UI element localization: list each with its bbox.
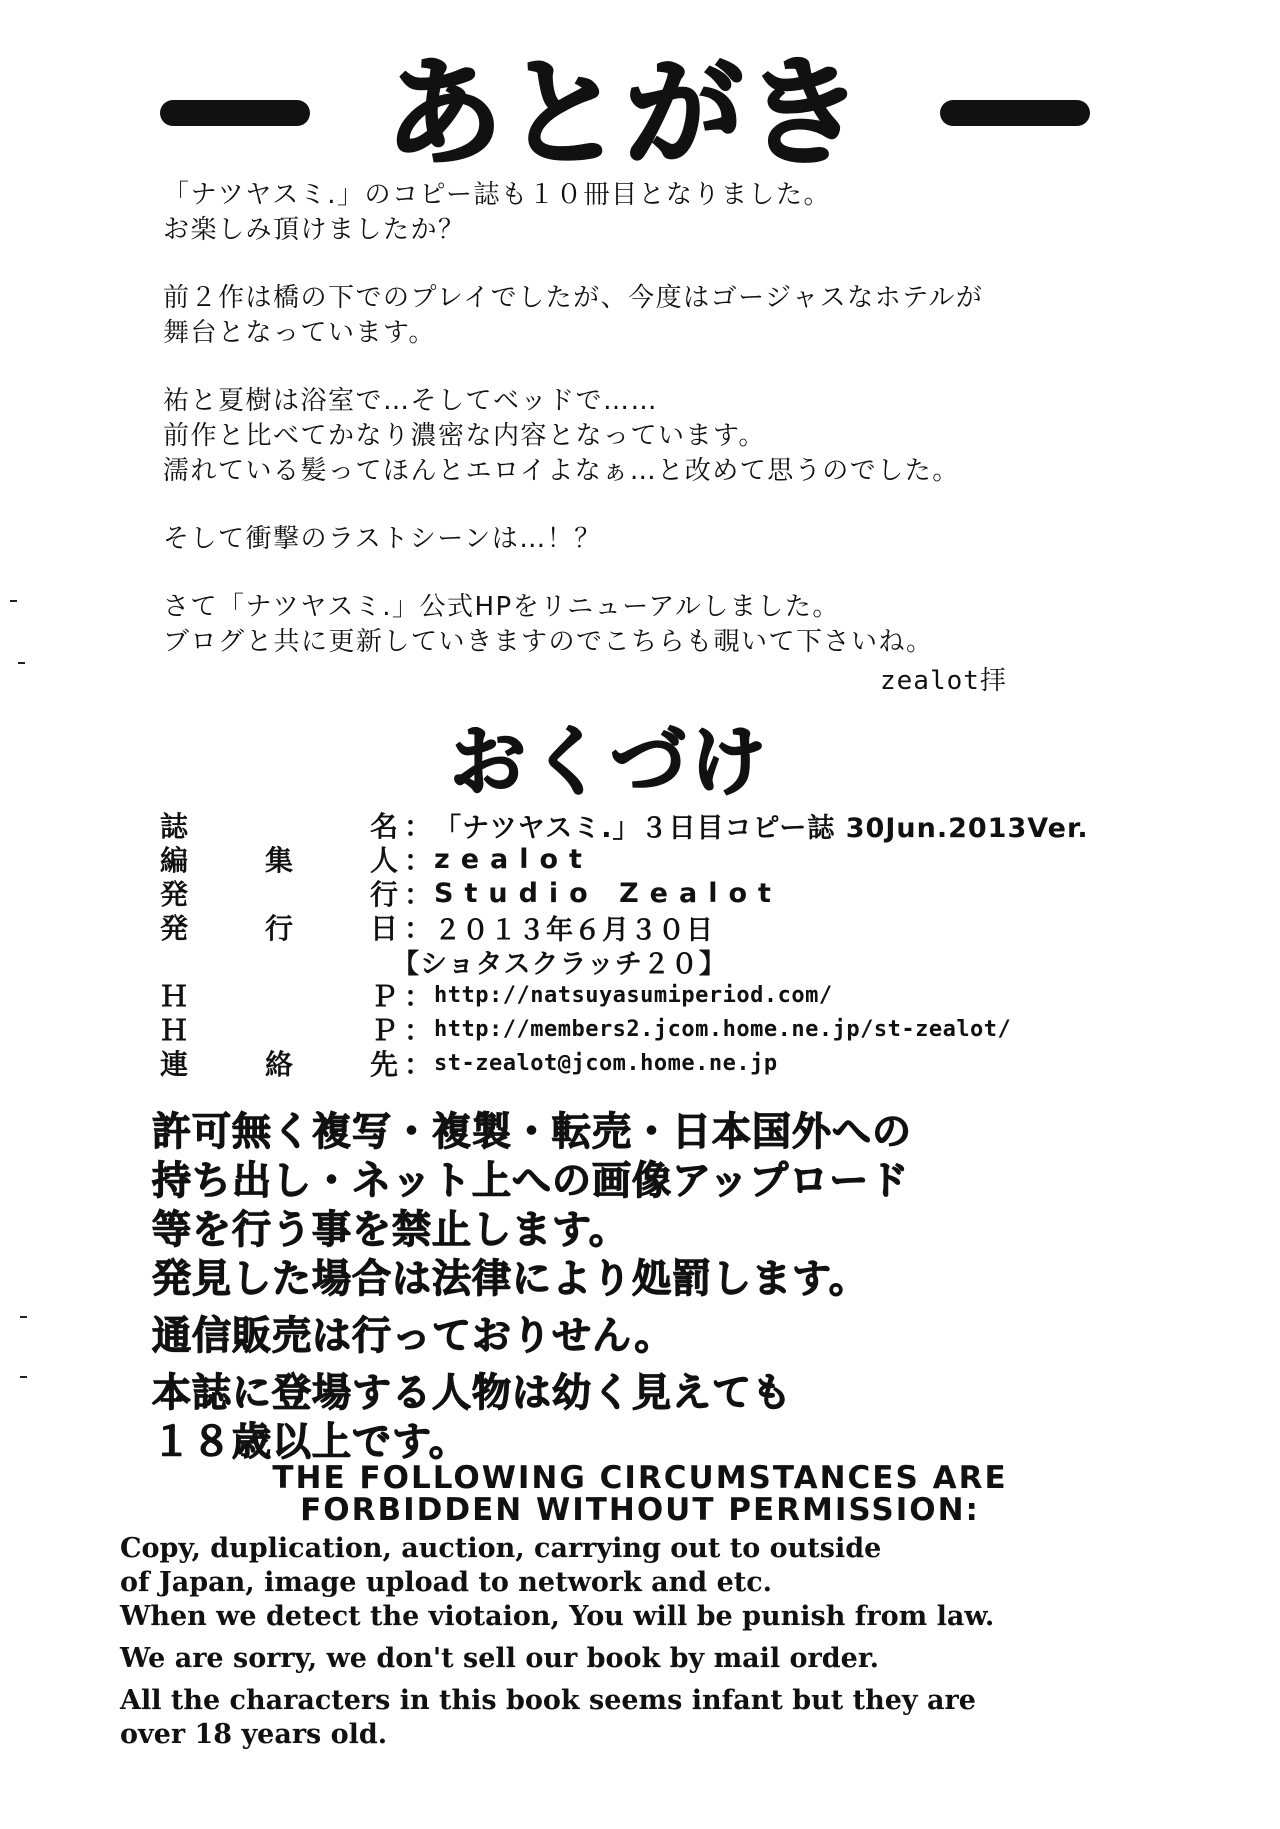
colophon-label: Ｈ Ｐ — [160, 980, 398, 1013]
scan-speck — [20, 1316, 27, 1318]
colophon-row-title — [160, 808, 1260, 842]
afterword-signature: zealot拝 — [880, 666, 1007, 696]
colophon-row-event — [160, 944, 1260, 978]
heading-dash-left — [160, 100, 310, 126]
afterword-line: 前作と比べてかなり濃密な内容となっています。 — [163, 421, 766, 451]
colophon-colon: ： — [403, 844, 432, 877]
warning-jp-line: 許可無く複写・複製・転売・日本国外への — [152, 1110, 913, 1155]
afterword-line: お楽しみ頂けましたか？ — [163, 215, 466, 245]
colophon-label: Ｈ Ｐ — [160, 1014, 398, 1047]
warning-english-heading — [120, 1462, 1160, 1526]
colophon-colon: ： — [403, 810, 432, 843]
afterword-heading — [160, 44, 1090, 182]
colophon-colon: ： — [403, 912, 432, 945]
afterword-paragraph — [163, 178, 1163, 248]
colophon-row-contact — [160, 1046, 1260, 1080]
afterword-line: ブログと共に更新していきますのでこちらも覗いて下さいね。 — [163, 627, 934, 657]
colophon-colon: ： — [403, 1014, 432, 1047]
colophon-value: http://members2.jcom.home.ne.jp/st-zealot/ — [434, 1016, 1012, 1042]
warning-jp-line: 等を行う事を禁止します。 — [152, 1208, 629, 1253]
scan-speck — [18, 662, 25, 664]
colophon-row-date — [160, 910, 1260, 944]
colophon-row-hp-2 — [160, 1012, 1260, 1046]
warning-jp-line: 通信販売は行っておりせん。 — [152, 1314, 675, 1359]
afterword-line: そして衝撃のラストシーンは…！？ — [163, 524, 602, 554]
warning-en-line: Copy, duplication, auction, carrying out to outside — [120, 1533, 882, 1564]
afterword-paragraph — [163, 590, 1163, 660]
warning-jp-line: 本誌に登場する人物は幼く見えても — [152, 1371, 793, 1416]
afterword-paragraph — [163, 522, 1163, 557]
afterword-paragraph — [163, 384, 1163, 489]
warning-en-heading-line: FORBIDDEN WITHOUT PERMISSION: — [300, 1492, 980, 1528]
warning-jp-line: 持ち出し・ネット上への画像アップロード — [152, 1159, 910, 1204]
afterword-line: 「ナツヤスミ.」のコピー誌も１０冊目となりました。 — [163, 180, 831, 210]
warning-en-line: over 18 years old. — [120, 1719, 388, 1750]
colophon-value: http://natsuyasumiperiod.com/ — [434, 982, 833, 1008]
colophon-colon: ： — [403, 980, 432, 1013]
colophon-value: 【ショタスクラッチ２０】 — [392, 948, 727, 980]
colophon-value: 「ナツヤスミ.」３日目コピー誌 30Jun.2013Ver. — [434, 812, 1089, 844]
warning-en-heading-line: THE FOLLOWING CIRCUMSTANCES ARE — [272, 1460, 1008, 1496]
colophon-colon: ： — [403, 878, 432, 911]
colophon-value: zealot — [434, 843, 593, 875]
afterword-paragraph — [163, 281, 1163, 351]
colophon-value: ２０１３年６月３０日 — [434, 914, 714, 946]
warning-en-line: We are sorry, we don't sell our book by mail order. — [120, 1643, 879, 1674]
colophon-label: 誌 名 — [160, 810, 398, 843]
afterword-line: さて「ナツヤスミ.」公式HPをリニューアルしました。 — [163, 592, 840, 622]
colophon-label: 発 行 日 — [160, 912, 398, 945]
afterword-title: あとがき — [384, 44, 865, 182]
afterword-body — [163, 178, 1163, 693]
colophon-label: 編 集 人 — [160, 844, 398, 877]
afterword-line: 前２作は橋の下でのプレイでしたが、今度はゴージャスなホテルが — [163, 283, 984, 313]
warning-jp-line: １８歳以上です。 — [152, 1420, 469, 1465]
colophon-row-editor — [160, 842, 1260, 876]
colophon-row-hp-1 — [160, 978, 1260, 1012]
colophon-table — [160, 808, 1260, 1080]
scan-speck — [20, 1376, 27, 1378]
heading-dash-right — [940, 100, 1090, 126]
colophon-label: 発 行 — [160, 878, 398, 911]
colophon-label: 連 絡 先 — [160, 1048, 398, 1081]
scan-speck — [10, 600, 17, 602]
colophon-title: おくづけ — [450, 717, 770, 806]
afterword-line: 舞台となっています。 — [163, 318, 436, 348]
warning-en-line: All the characters in this book seems infant but they are — [120, 1685, 976, 1716]
colophon-value: Studio Zealot — [434, 877, 782, 909]
colophon-row-publisher — [160, 876, 1260, 910]
afterword-line: 濡れている髪ってほんとエロイよなぁ…と改めて思うのでした。 — [163, 456, 960, 486]
warning-jp-line: 発見した場合は法律により処罰します。 — [152, 1257, 869, 1302]
warning-japanese — [152, 1108, 1152, 1467]
warning-english-body — [120, 1532, 1220, 1752]
warning-en-line: of Japan, image upload to network and etc. — [120, 1567, 773, 1598]
afterword-line: 祐と夏樹は浴室で…そしてベッドで…… — [163, 386, 659, 416]
colophon-colon: ： — [403, 1048, 432, 1081]
colophon-value: st-zealot@jcom.home.ne.jp — [434, 1050, 778, 1076]
warning-en-line: When we detect the viotaion, You will be punish from law. — [120, 1601, 995, 1632]
